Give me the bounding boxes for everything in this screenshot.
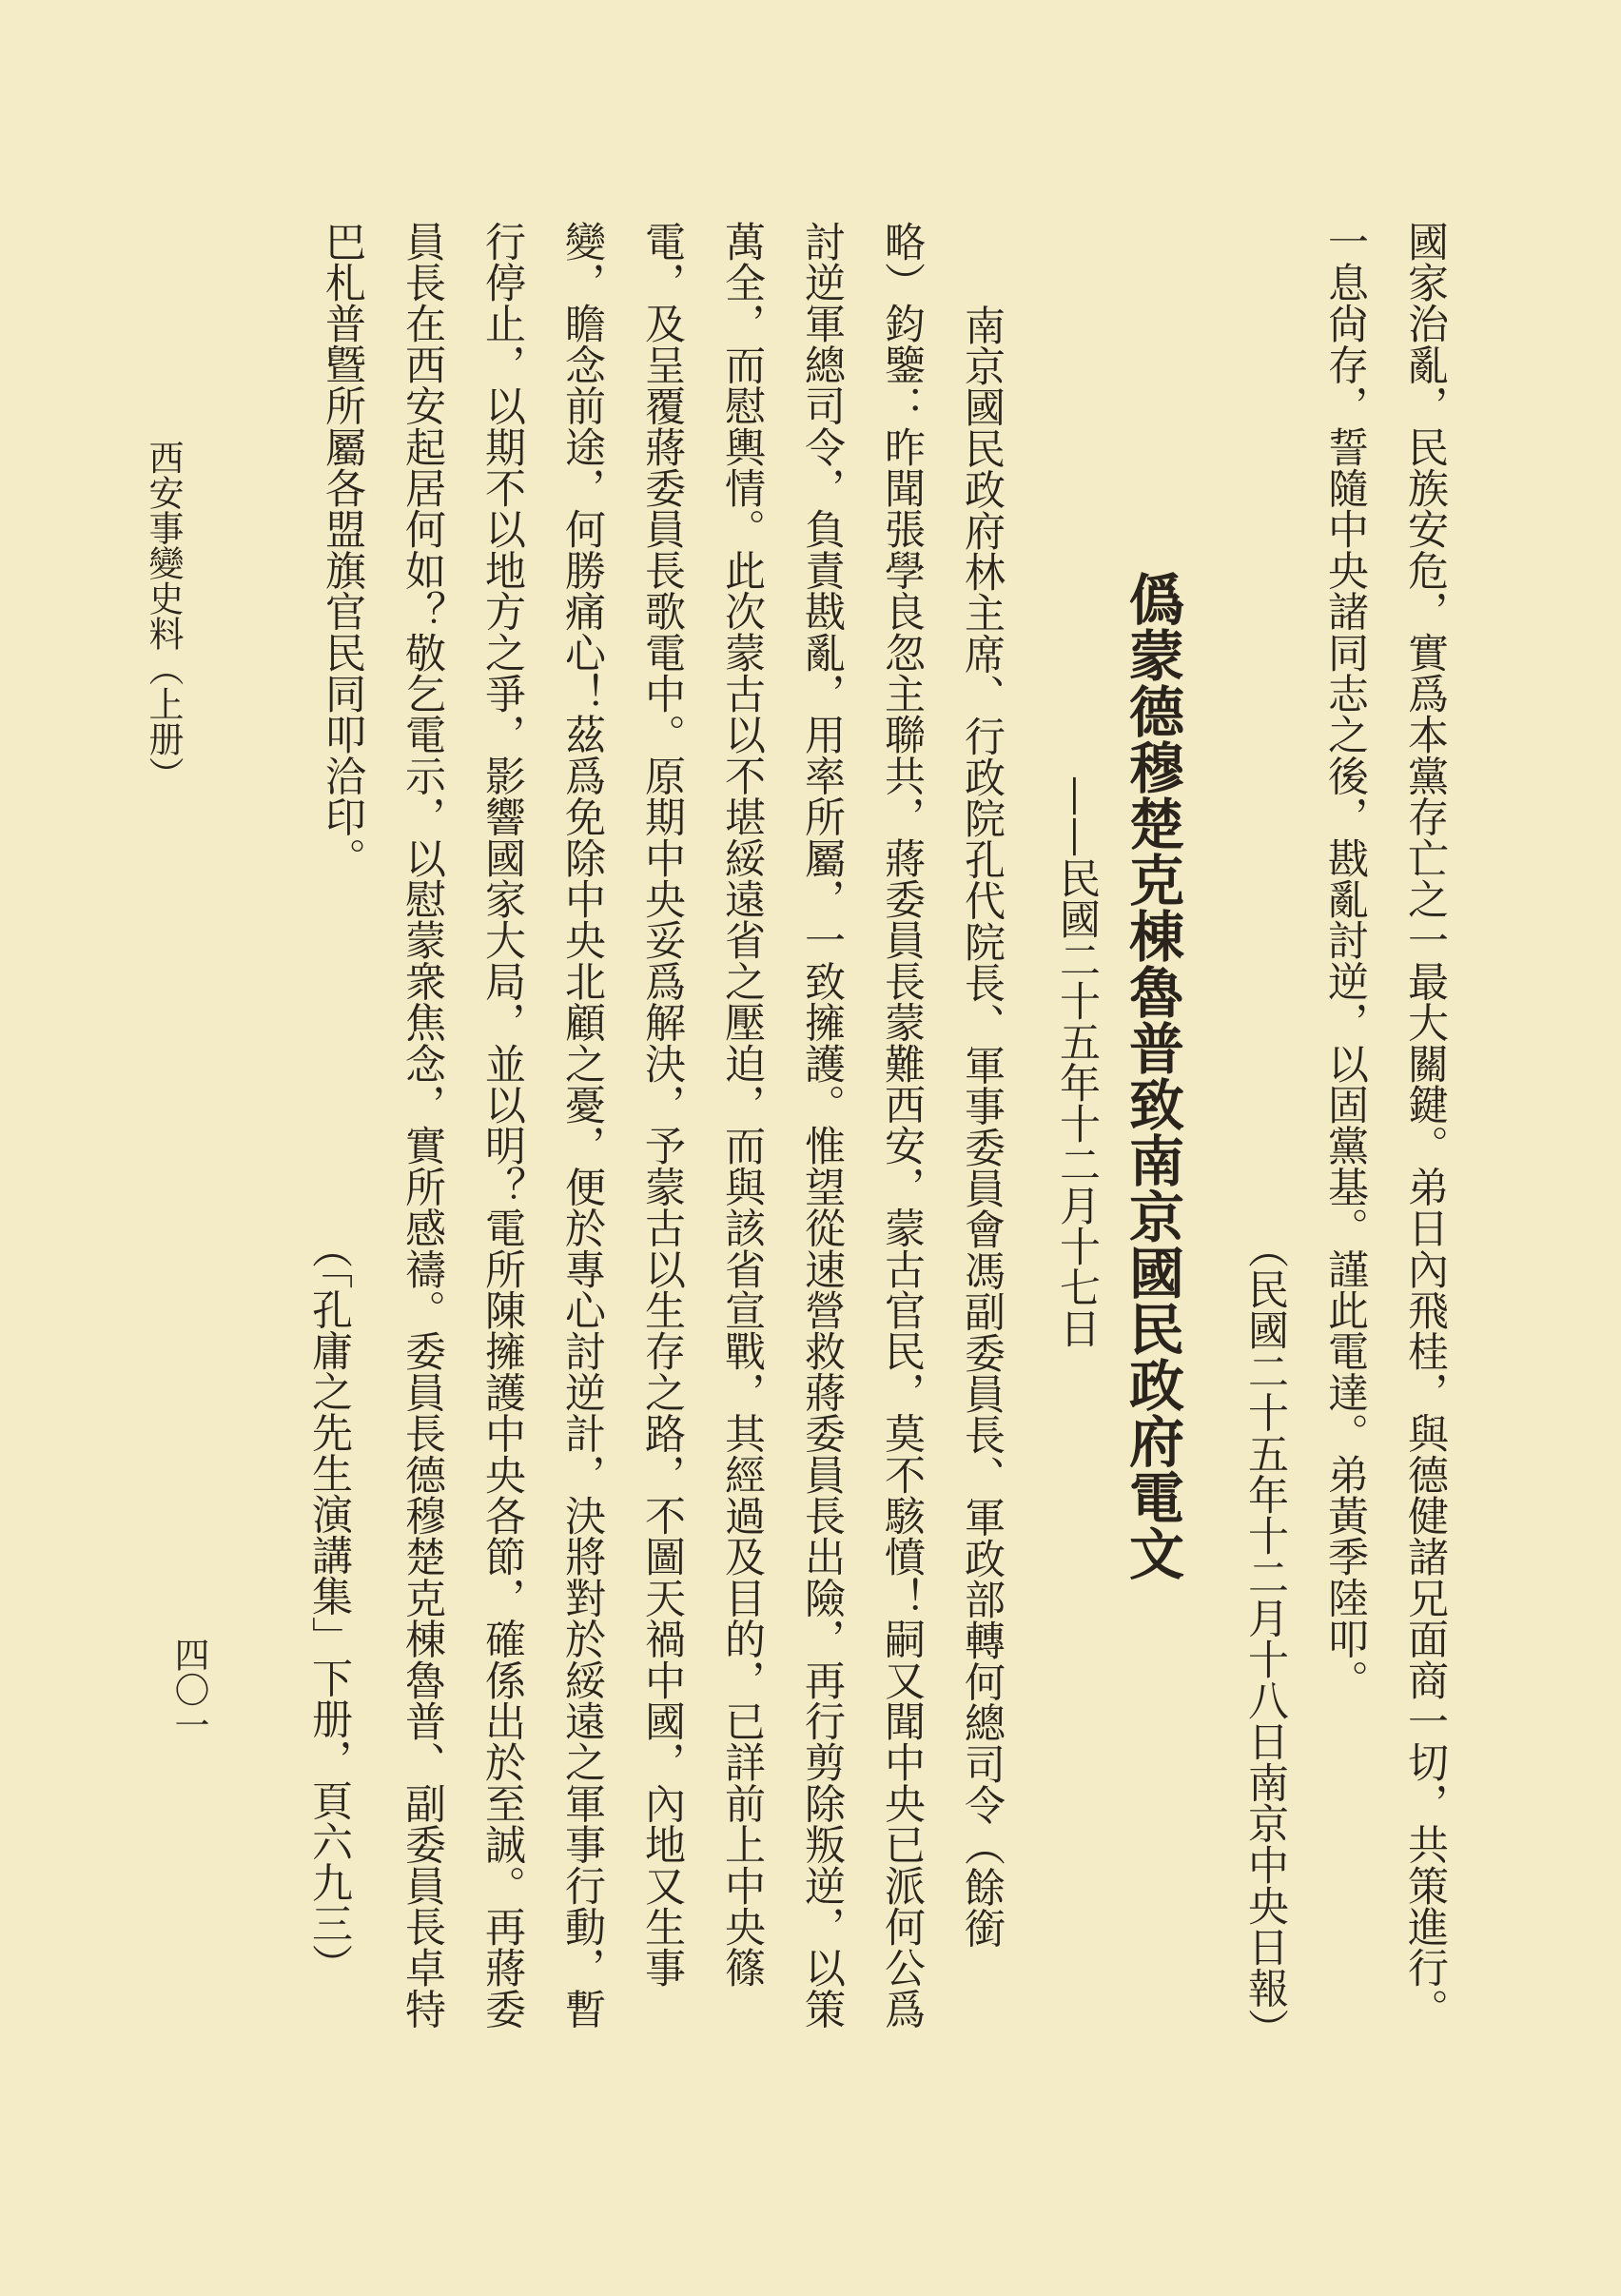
article-title: 僞蒙德穆楚克棟魯普致南京國民政府電文 <box>1120 571 1184 1581</box>
text-line: 略）鈞鑒：昨聞張學良忽主聯共，蔣委員長蒙難西安，蒙古官民，莫不駭憤！嗣又聞中央已派何公爲 <box>878 221 926 2030</box>
text-line: 巴札普曁所屬各盟旗官民同叩洽印。 <box>319 221 366 879</box>
book-title: 西安事變史料（上册） <box>143 440 184 792</box>
article-date: ——民國二十五年十二月十七日 <box>1053 775 1101 1348</box>
source-citation: （民國二十五年十二月十八日南京中央日報） <box>1241 1227 1289 2050</box>
text-line: 國家治亂，民族安危，實爲本黨存亡之一最大關鍵。弟日內飛桂，與德健諸兄面商一切，共策進行。 <box>1401 221 1449 2030</box>
text-line: 電，及呈覆蔣委員長歌電中。原期中央妥爲解決，予蒙古以生存之路，不圖天禍中國，內地又生事 <box>638 221 686 1989</box>
text-line: 討逆軍總司令，負責戡亂，用率所屬，一致擁護。惟望從速營救蔣委員長出險，再行剪除叛逆，以策 <box>798 221 846 2030</box>
text-line: 行停止，以期不以地方之爭，影響國家大局，並以明？電所陳擁護中央各節，確係出於至誠。再蔣委 <box>478 221 526 2030</box>
text-line: 南京國民政府林主席、行政院孔代院長、軍事委員會馮副委員長、軍政部轉何總司令（餘銜 <box>958 304 1006 1949</box>
text-line: 萬全，而慰輿情。此次蒙古以不堪綏遠省之壓迫，而與該省宣戰，其經過及目的，已詳前上中央篠 <box>718 221 766 1989</box>
page-number: 四〇一 <box>168 1637 209 1742</box>
text-line: 一息尙存，誓隨中央諸同志之後，戡亂討逆，以固黨基。謹此電達。弟黃季陸叩。 <box>1321 221 1369 1701</box>
text-line: 員長在西安起居何如？敬乞電示，以慰蒙衆焦念，實所感禱。委員長德穆楚克棟魯普、副委員長卓特 <box>399 221 446 2030</box>
text-line: 變，瞻念前途，何勝痛心！茲爲免除中央北顧之憂，便於專心討逆計，決將對於綏遠之軍事行動，暫 <box>558 221 606 2030</box>
source-citation: （「孔庸之先生演講集」下册，頁六九三） <box>305 1227 353 1985</box>
